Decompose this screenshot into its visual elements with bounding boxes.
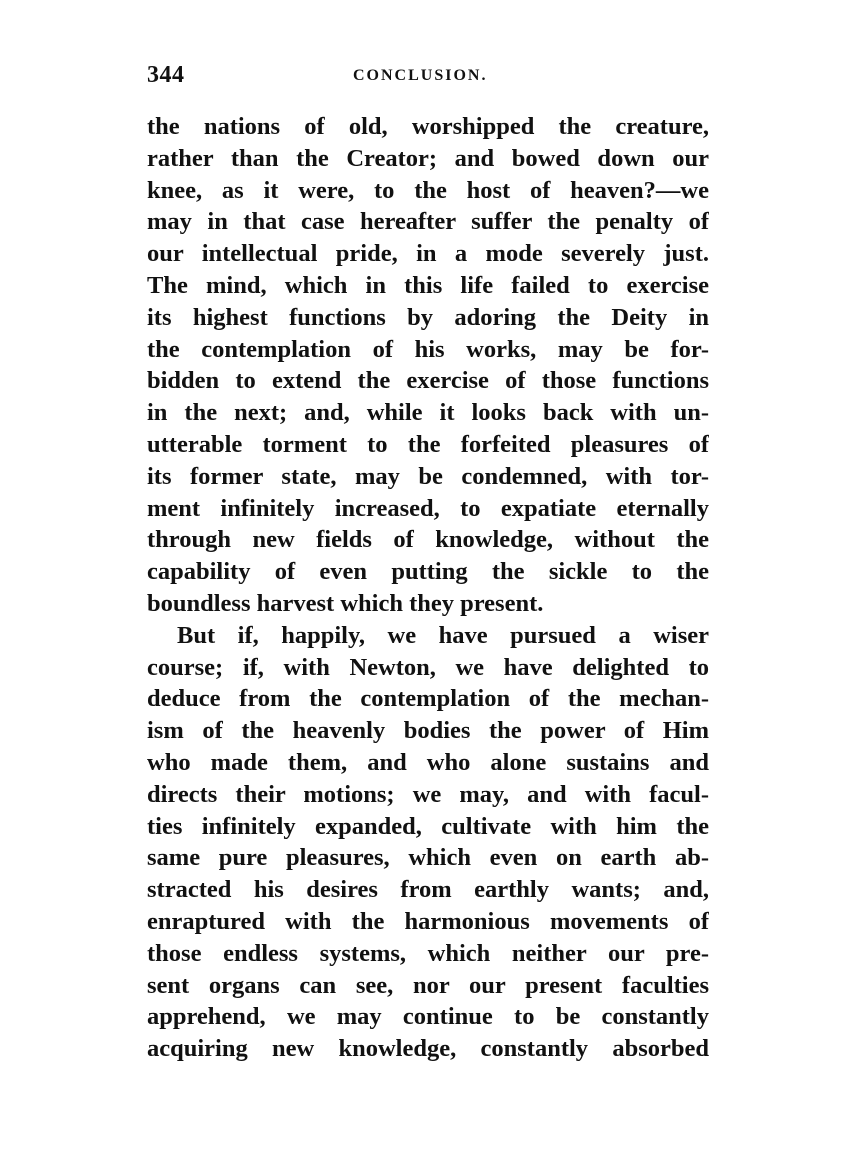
- text-line: our intellectual pride, in a mode severely just.: [147, 240, 709, 268]
- running-head: [147, 62, 709, 98]
- text-line: who made them, and who alone sustains and: [147, 748, 709, 776]
- text-line: ism of the heavenly bodies the power of Him: [147, 717, 709, 745]
- text-line: apprehend, we may continue to be constantly: [147, 1003, 709, 1031]
- text-line: knee, as it were, to the host of heaven?—we: [147, 176, 709, 204]
- text-line: those endless systems, which neither our pre-: [147, 939, 709, 967]
- paragraph: [147, 620, 709, 1065]
- text-line: acquiring new knowledge, constantly absorbed: [147, 1035, 709, 1063]
- text-line: the nations of old, worshipped the creature,: [147, 113, 709, 140]
- page-number: 344: [147, 62, 185, 88]
- text-line: the contemplation of his works, may be for-: [147, 335, 709, 363]
- text-line: capability of even putting the sickle to the: [147, 558, 709, 586]
- text-line: deduce from the contemplation of the mechan-: [147, 685, 709, 713]
- text-line: its former state, may be condemned, with tor-: [147, 462, 709, 490]
- text-line: through new fields of knowledge, without the: [147, 526, 709, 554]
- text-line: course; if, with Newton, we have delighted to: [147, 653, 709, 681]
- text-line: its highest functions by adoring the Deity in: [147, 303, 709, 331]
- text-line: But if, happily, we have pursued a wiser: [177, 621, 709, 649]
- text-line: ment infinitely increased, to expatiate eternally: [147, 494, 709, 522]
- text-line: sent organs can see, nor our present faculties: [147, 971, 709, 999]
- text-line: boundless harvest which they present.: [147, 589, 544, 617]
- text-line: stracted his desires from earthly wants; and,: [147, 876, 709, 904]
- text-line: ties infinitely expanded, cultivate with him the: [147, 812, 709, 840]
- text-line: enraptured with the harmonious movements of: [147, 907, 709, 935]
- text-line: in the next; and, while it looks back with un-: [147, 399, 709, 427]
- text-line: The mind, which in this life failed to exercise: [147, 271, 709, 299]
- text-line: may in that case hereafter suffer the penalty of: [147, 208, 709, 236]
- body-text: [147, 111, 709, 1065]
- text-line: same pure pleasures, which even on earth ab-: [147, 844, 709, 872]
- text-line: bidden to extend the exercise of those functions: [147, 367, 709, 395]
- text-line: rather than the Creator; and bowed down our: [147, 144, 709, 172]
- text-line: utterable torment to the forfeited pleasures of: [147, 430, 709, 458]
- paragraph-continued: [147, 111, 709, 620]
- text-line: directs their motions; we may, and with facul-: [147, 780, 709, 808]
- running-title: CONCLUSION.: [353, 67, 488, 84]
